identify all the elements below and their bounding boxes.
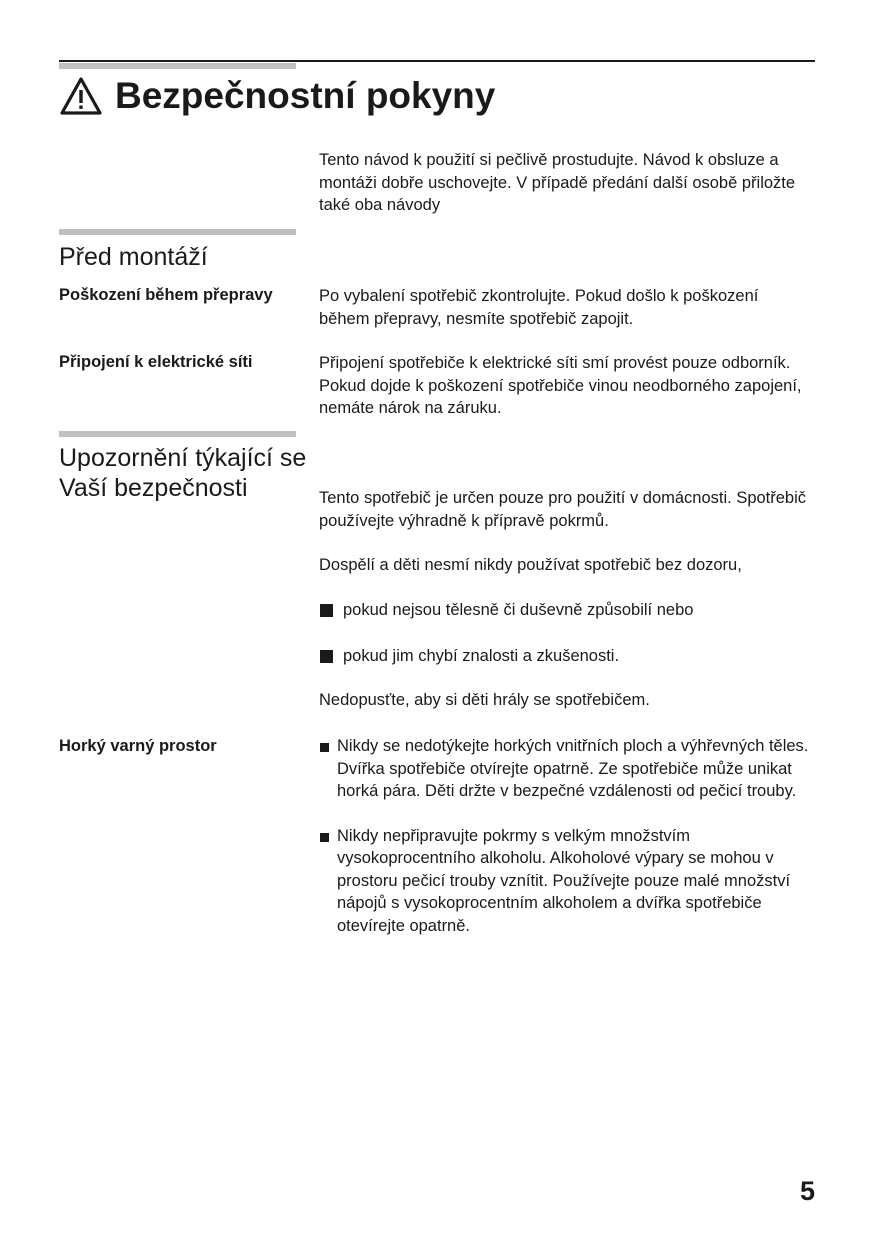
list-item bbox=[319, 645, 619, 668]
section-divider bbox=[59, 431, 296, 437]
hot-oven-list bbox=[319, 735, 809, 959]
list-item-text: pokud nejsou tělesně či duševně způsobilí nebo bbox=[343, 601, 694, 619]
square-bullet-icon bbox=[320, 604, 333, 617]
square-bullet-icon bbox=[320, 833, 329, 842]
list-item-text: Nikdy se nedotýkejte horkých vnitřních ploch a výhřevných těles. Dvířka spotřebiče otvírejte opatrně. Ze spotřebiče může unikat horká pára. Děti držte v bezpečné vzdálenosti od pečicí trouby. bbox=[337, 737, 809, 800]
list-item-text: pokud jim chybí znalosti a zkušenosti. bbox=[343, 647, 620, 665]
list-item-text: Nikdy nepřipravujte pokrmy s velkým množstvím vysokoprocentního alkoholu. Alkoholové výpary se mohou v prostoru pečicí trouby vznítit. Používejte pouze malé množství nápojů s vysokoprocentním alkoholem a dvířka spotřebiče otevírejte opatrně. bbox=[337, 826, 791, 935]
square-bullet-icon bbox=[320, 650, 333, 663]
warning-icon bbox=[59, 76, 103, 116]
square-bullet-icon bbox=[320, 743, 329, 752]
list-item bbox=[319, 825, 809, 938]
list-item bbox=[319, 599, 693, 622]
title-accent-bar bbox=[59, 63, 296, 69]
text-electric-connection: Připojení spotřebiče k elektrické síti smí provést pouze odborník. Pokud dojde k poškození spotřebiče vinou neodborného zapojení, nemáte nárok na záruku. bbox=[319, 354, 802, 417]
page-title bbox=[59, 74, 495, 118]
section-heading-safety: Upozornění týkající se Vaší bezpečnosti bbox=[59, 444, 307, 502]
intro-text: Tento návod k použití si pečlivě prostudujte. Návod k obsluze a montáži dobře uschovejte. V případě předání další osobě přiložte také oba návody bbox=[319, 151, 796, 214]
list-item bbox=[319, 735, 809, 803]
safety-paragraph-2: Dospělí a děti nesmí nikdy používat spotřebič bez dozoru, bbox=[319, 556, 742, 574]
label-transport-damage: Poškození během přepravy bbox=[59, 286, 273, 304]
safety-paragraph-1: Tento spotřebič je určen pouze pro použití v domácnosti. Spotřebič používejte výhradně k přípravě pokrmů. bbox=[319, 489, 807, 530]
label-electric-connection: Připojení k elektrické síti bbox=[59, 353, 253, 371]
page-title-text: Bezpečnostní pokyny bbox=[115, 75, 496, 116]
page-number: 5 bbox=[799, 1176, 815, 1206]
top-rule bbox=[59, 60, 815, 62]
section-heading-before-install: Před montáží bbox=[59, 243, 208, 271]
text-transport-damage: Po vybalení spotřebič zkontrolujte. Pokud došlo k poškození během přepravy, nesmíte spotřebič zapojit. bbox=[319, 287, 759, 328]
safety-paragraph-3: Nedopusťte, aby si děti hrály se spotřebičem. bbox=[319, 691, 650, 709]
section-divider bbox=[59, 229, 296, 235]
label-hot-oven: Horký varný prostor bbox=[59, 737, 217, 755]
